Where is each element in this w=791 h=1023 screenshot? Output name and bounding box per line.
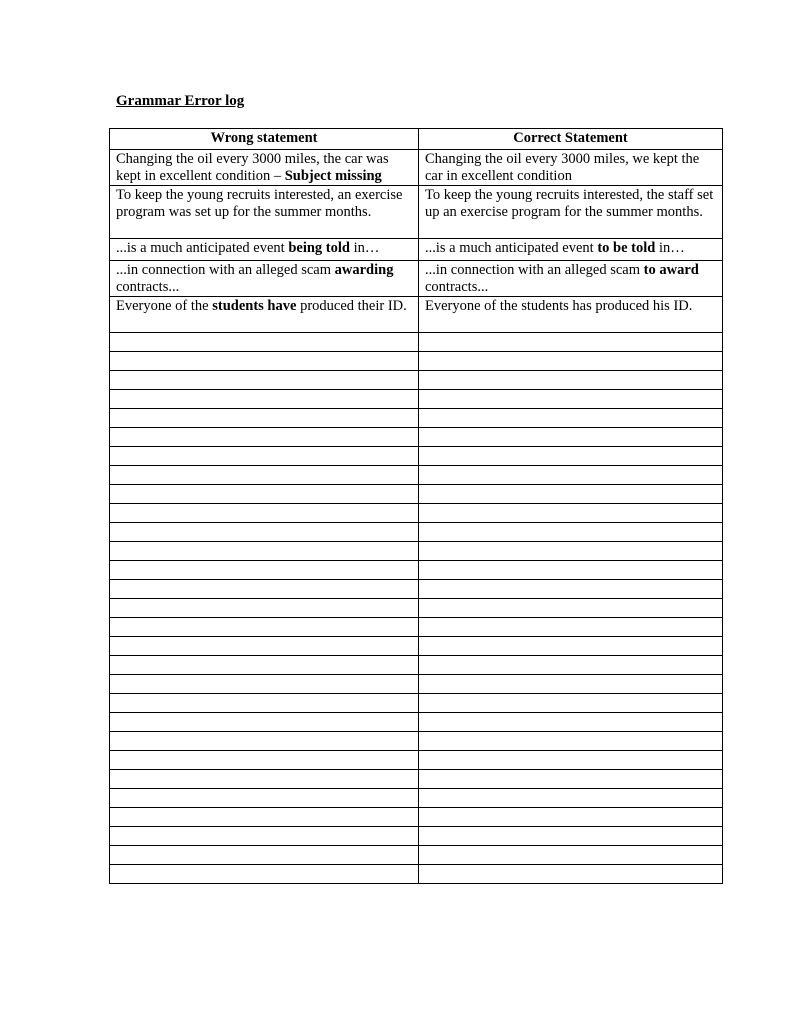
emphasized-text: to award: [643, 262, 699, 278]
empty-correct-cell: [419, 542, 723, 561]
wrong-cell: [110, 186, 419, 239]
empty-row: [110, 390, 723, 409]
empty-row: [110, 675, 723, 694]
cell-text: ...is a much anticipated event: [425, 240, 598, 256]
empty-row: [110, 656, 723, 675]
empty-row: [110, 561, 723, 580]
empty-correct-cell: [419, 599, 723, 618]
empty-wrong-cell: [110, 713, 419, 732]
cell-text: in…: [349, 240, 380, 256]
empty-wrong-cell: [110, 447, 419, 466]
empty-correct-cell: [419, 770, 723, 789]
empty-row: [110, 827, 723, 846]
empty-wrong-cell: [110, 390, 419, 409]
cell-text: Everyone of the: [116, 298, 213, 314]
empty-wrong-cell: [110, 751, 419, 770]
empty-row: [110, 808, 723, 827]
empty-correct-cell: [419, 523, 723, 542]
empty-wrong-cell: [110, 865, 419, 884]
correct-cell: [419, 261, 723, 297]
empty-row: [110, 580, 723, 599]
table-row: [110, 239, 723, 261]
cell-text: To keep the young recruits interested, an exercise program was set up for the summer months.: [116, 187, 403, 220]
wrong-cell: [110, 261, 419, 297]
empty-wrong-cell: [110, 637, 419, 656]
empty-correct-cell: [419, 751, 723, 770]
empty-correct-cell: [419, 561, 723, 580]
empty-wrong-cell: [110, 409, 419, 428]
empty-wrong-cell: [110, 352, 419, 371]
empty-correct-cell: [419, 808, 723, 827]
correct-cell: [419, 297, 723, 333]
empty-correct-cell: [419, 865, 723, 884]
emphasized-text: students have: [212, 298, 297, 314]
table-body: [110, 150, 723, 884]
empty-wrong-cell: [110, 732, 419, 751]
empty-correct-cell: [419, 447, 723, 466]
empty-row: [110, 333, 723, 352]
empty-correct-cell: [419, 390, 723, 409]
empty-correct-cell: [419, 618, 723, 637]
empty-row: [110, 466, 723, 485]
empty-correct-cell: [419, 637, 723, 656]
empty-wrong-cell: [110, 580, 419, 599]
empty-wrong-cell: [110, 371, 419, 390]
correct-cell: [419, 239, 723, 261]
empty-correct-cell: [419, 827, 723, 846]
empty-correct-cell: [419, 485, 723, 504]
emphasized-text: to be told: [597, 240, 656, 256]
empty-row: [110, 409, 723, 428]
cell-text: ...in connection with an alleged scam: [425, 262, 644, 278]
empty-row: [110, 713, 723, 732]
wrong-cell: [110, 297, 419, 333]
empty-wrong-cell: [110, 428, 419, 447]
empty-row: [110, 352, 723, 371]
empty-row: [110, 846, 723, 865]
empty-correct-cell: [419, 580, 723, 599]
empty-correct-cell: [419, 846, 723, 865]
cell-text: ...in connection with an alleged scam: [116, 262, 335, 278]
table-row: [110, 150, 723, 186]
empty-row: [110, 770, 723, 789]
empty-wrong-cell: [110, 827, 419, 846]
cell-text: Everyone of the students has produced his ID.: [425, 298, 693, 314]
empty-wrong-cell: [110, 808, 419, 827]
empty-correct-cell: [419, 371, 723, 390]
cell-text: To keep the young recruits interested, the staff set up an exercise program for the summer months.: [425, 187, 714, 220]
empty-wrong-cell: [110, 675, 419, 694]
empty-row: [110, 732, 723, 751]
cell-text: contracts...: [116, 279, 180, 295]
cell-text: in…: [655, 240, 685, 256]
empty-row: [110, 523, 723, 542]
empty-row: [110, 371, 723, 390]
empty-wrong-cell: [110, 656, 419, 675]
empty-row: [110, 599, 723, 618]
document-title: Grammar Error log: [116, 93, 245, 109]
cell-text: ...is a much anticipated event: [116, 240, 289, 256]
header-wrong-statement: Wrong statement: [110, 129, 419, 150]
wrong-cell: [110, 239, 419, 261]
empty-wrong-cell: [110, 599, 419, 618]
empty-row: [110, 865, 723, 884]
empty-correct-cell: [419, 504, 723, 523]
empty-correct-cell: [419, 789, 723, 808]
cell-text: Changing the oil every 3000 miles, we kept the car in excellent condition: [425, 151, 700, 184]
empty-row: [110, 618, 723, 637]
table-row: [110, 297, 723, 333]
table-row: [110, 261, 723, 297]
empty-wrong-cell: [110, 333, 419, 352]
empty-row: [110, 542, 723, 561]
emphasized-text: awarding: [334, 262, 394, 278]
correct-cell: [419, 150, 723, 186]
empty-correct-cell: [419, 352, 723, 371]
empty-row: [110, 694, 723, 713]
empty-wrong-cell: [110, 789, 419, 808]
empty-wrong-cell: [110, 466, 419, 485]
empty-correct-cell: [419, 694, 723, 713]
header-correct-statement: Correct Statement: [419, 129, 723, 150]
empty-wrong-cell: [110, 846, 419, 865]
empty-correct-cell: [419, 713, 723, 732]
empty-row: [110, 504, 723, 523]
empty-correct-cell: [419, 333, 723, 352]
empty-wrong-cell: [110, 504, 419, 523]
empty-row: [110, 637, 723, 656]
empty-correct-cell: [419, 428, 723, 447]
empty-wrong-cell: [110, 561, 419, 580]
table-row: [110, 186, 723, 239]
empty-row: [110, 485, 723, 504]
table-header-row: [110, 129, 723, 150]
empty-correct-cell: [419, 656, 723, 675]
grammar-error-table: [109, 128, 723, 884]
empty-wrong-cell: [110, 485, 419, 504]
empty-wrong-cell: [110, 523, 419, 542]
wrong-cell: [110, 150, 419, 186]
cell-text: contracts...: [425, 279, 489, 295]
cell-text: Changing the oil every 3000 miles, the car was kept in excellent condition –: [116, 151, 389, 184]
empty-correct-cell: [419, 466, 723, 485]
empty-correct-cell: [419, 675, 723, 694]
empty-correct-cell: [419, 409, 723, 428]
empty-wrong-cell: [110, 694, 419, 713]
emphasized-text: being told: [288, 240, 350, 256]
empty-wrong-cell: [110, 770, 419, 789]
emphasized-text: Subject missing: [284, 168, 382, 184]
empty-row: [110, 428, 723, 447]
empty-row: [110, 789, 723, 808]
empty-wrong-cell: [110, 618, 419, 637]
empty-wrong-cell: [110, 542, 419, 561]
empty-correct-cell: [419, 732, 723, 751]
correct-cell: [419, 186, 723, 239]
empty-row: [110, 751, 723, 770]
cell-text: produced their ID.: [296, 298, 407, 314]
empty-row: [110, 447, 723, 466]
